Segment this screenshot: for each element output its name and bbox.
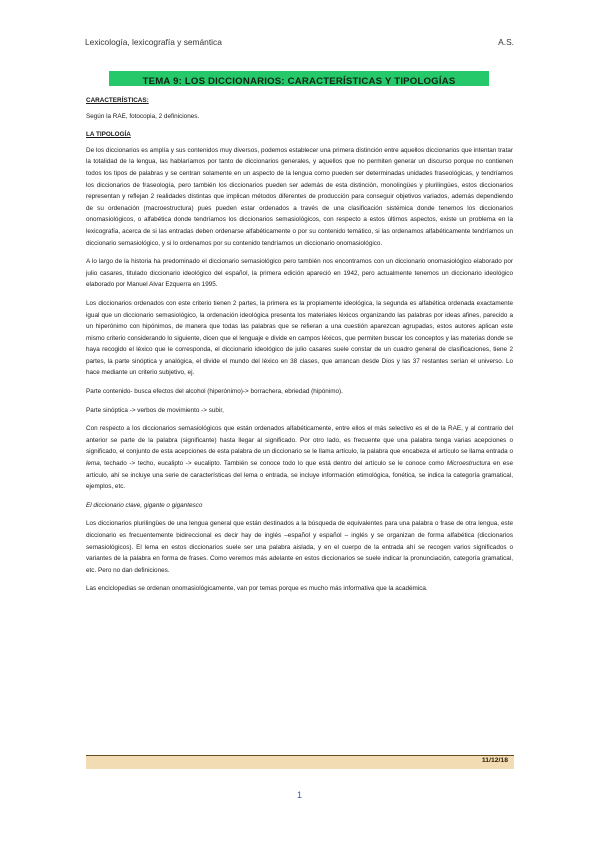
paragraph-7: Los diccionarios plurilingües de una lengua general que están destinados a la búsqueda de equivalentes para una palabra o frase de otra lengua, este diccionario es frecuentemente bidireccional es decir hay de inglés –español y español – inglés y se organizan de forma alfabética (diccionarios semasiológicos). El lema en estos diccionarios suele ser una palabra aislada, y en el cuerpo de la entrada ahí se recogen varios significados o variantes de la palabra en forma de frases. Como veremos más adelante en estos diccionarios se suele indicar la pronunciación, categoría gramatical, etc. Pero no dan definiciones.	[86, 520, 513, 574]
header-author: A.S.	[498, 37, 514, 47]
page-number: 1	[296, 790, 302, 800]
paragraph-5: Parte sinóptica -> verbos de movimiento -> subir,	[86, 406, 224, 414]
paragraph-6-part-c: en ese artículo, ahí se incluye una serie de características del lema o entrada, se incluye información etimológica, fonética, se indica la categoría gramatical, ejemplos, etc.	[86, 460, 513, 491]
heading-tipologia: LA TIPOLOGÍA	[86, 131, 131, 139]
date-footer-bar	[86, 755, 514, 769]
header-subject: Lexicología, lexicografía y semántica	[85, 37, 222, 47]
date-label: 11/12/18	[481, 757, 508, 764]
paragraph-6-part-b: , techado -> techo, eucalipto -> eucalipto. También se conoce todo lo que está dentro del artículo se le conoce como	[99, 460, 447, 468]
heading-caracteristicas: CARACTERÍSTICAS:	[86, 97, 149, 104]
paragraph-2: A lo largo de la historia ha predominado el diccionario semasiológico pero también nos encontramos con un diccionario onomasiológico elaborado por julio casares, titulado diccionario ideológico del español, la primera edición apareció en 1942, pero actualmente tenemos un diccionario ideológico elaborado por Manuel Alvar Ezquerra en 1995.	[86, 258, 513, 289]
page-title: TEMA 9: LOS DICCIONARIOS: CARACTERÍSTICAS Y TIPOLOGÍAS	[142, 76, 456, 87]
paragraph-1: De los diccionarios es amplía y sus contenidos muy diversos, podemos establecer una primera distinción entre aquellos diccionarios que intentan tratar la totalidad de la lengua, las hablaríamos por tanto de diccionarios generales, y aquellos que no permiten generar un discurso porque no contienen todos los tipos de palabras y se centran solamente en un aspecto de la lengua como pueden ser determinadas unidades fraseológicas, y tendríamos los diccionarios de fraseología, pero también los diccionarios pueden ser además de esta distinción, monolingües y plurilingües, estos diccionarios representan y reflejan 2 realidades distintas que implican métodos diferentes de producción para conseguir objetivos variados, además dependiendo de su ordenación (macroestructura) pues pueden estar ordenados a través de una clasificación sistémica donde tenemos los diccionarios onomasiológicos, o alfabética donde tendríamos los diccionarios semasiológicos, con respecto a estos últimos aspectos, existe un problema en la lexicografía, acerca de si las entradas deben ordenarse alfabéticamente o por su contenido temático, si las ordenamos alfabéticamente tendríamos un diccionario semasiológico, y si lo ordenamos por su contenido tendríamos un diccionario onomasiológico.	[86, 146, 513, 247]
paragraph-caracteristicas: Según la RAE, fotocopia, 2 definiciones.	[86, 112, 200, 120]
document-body	[86, 95, 513, 602]
paragraph-6	[86, 423, 513, 493]
paragraph-8: Las enciclopedias se ordenan onomasiológicamente, van por temas porque es mucho más informativa que la académica.	[86, 585, 428, 593]
term-microestructura: Microestructura	[446, 460, 491, 468]
title-banner	[109, 71, 489, 86]
paragraph-6-part-a: Con respecto a los diccionarios semasiológicos que están ordenados alfabéticamente, entre ellos el más selectivo es el de la RAE, y al contrario del anterior se parte de la palabra (significante) hasta llegar al significado. Por otro lado, es frecuente que una palabra tenga varias acepciones o significado, el conjunto de esta acepciones de esta palabra de un diccionario se le llama artículo, la palabra que encabeza el artículo se llama entrada o	[86, 425, 513, 456]
paragraph-4: Parte contenido- busca efectos del alcohol (hiperónimo)-> borrachera, ebriedad (hipónimo).	[86, 388, 343, 396]
term-lema: lema	[86, 460, 100, 468]
paragraph-3: Los diccionarios ordenados con este criterio tienen 2 partes, la primera es la propiamente ideológica, la segunda es alfabética ordenada exactamente igual que un diccionario semasiológico, la ordenación ideológica presenta los materiales léxicos organizando las palabras por ideas afines, parecido a un hiperónimo con hipónimos, de manera que todas las palabras que se refieran a una cuestión aparezcan agrupadas, estos autores aplican este mismo criterio considerando lo siguiente, dicen que el lenguaje e divide en campos léxicos, que permiten buscar los conceptos y las materias donde se haya recogido el léxico que le corresponda, el diccionario ideológico de julio casares suele constar de un cuadro general de clasificaciones, tiene 2 partes, la parte sinóptica y analógica, el divide el mundo del léxico en 38 clases, que arrancan desde Dios y las 37 restantes serían el universo. Lo hace mediante un criterio subjetivo, ej.	[86, 299, 513, 377]
heading-diccionario-clave: El diccionario clave, gigante o gigantesco	[86, 501, 203, 509]
